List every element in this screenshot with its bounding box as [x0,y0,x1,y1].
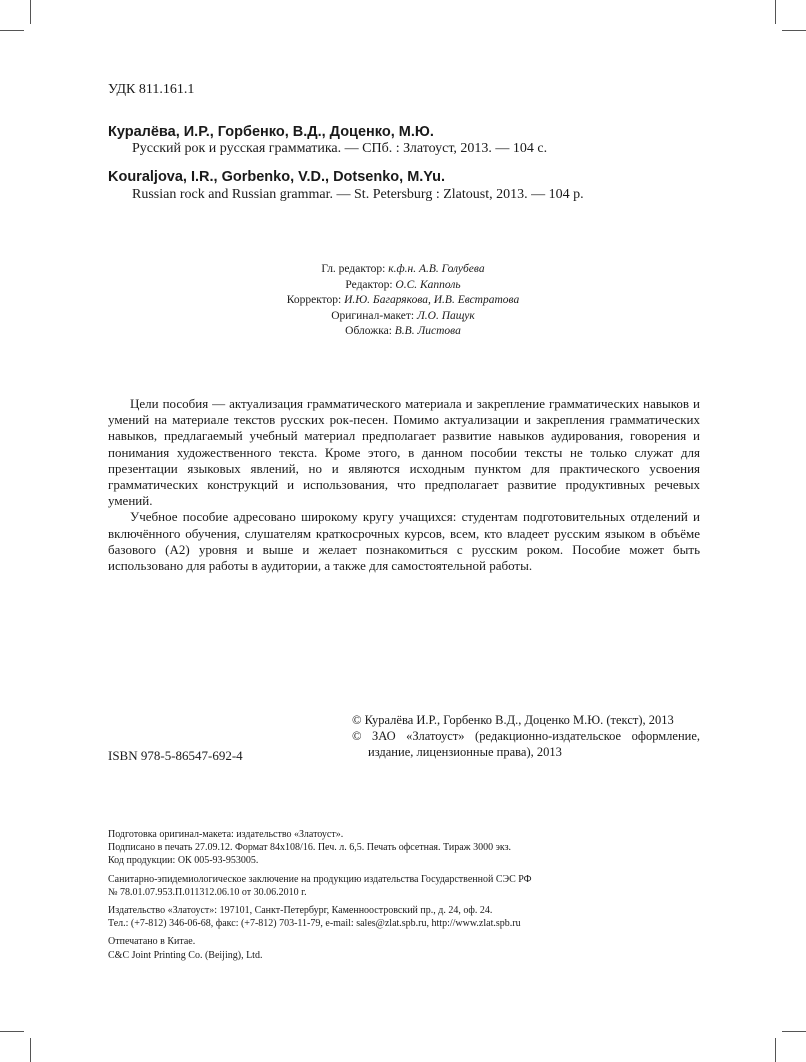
imprint-group [108,904,708,930]
copyright-block [352,712,700,760]
crop-mark-top-left [30,0,31,24]
credit-line: Обложка: В.В. Листова [345,325,461,337]
imprint-line: Издательство «Златоуст»: 197101, Санкт-Петербург, Каменноостровский пр., д. 24, оф. 24. [108,905,493,917]
abstract [108,396,700,574]
isbn: ISBN 978-5-86547-692-4 [108,748,243,763]
imprint-group [108,873,708,899]
crop-mark-bottom-left [30,1038,31,1062]
credits-block [200,262,606,340]
imprint-line: Подписано в печать 27.09.12. Формат 84х108/16. Печ. л. 6,5. Печать офсетная. Тираж 3000 экз. [108,842,512,854]
credit-line: Редактор: О.С. Капполь [345,278,461,291]
credit-line: Оригинал-макет: Л.О. Пащук [331,309,475,322]
copyright-line: © Куралёва И.Р., Горбенко В.Д., Доценко М.Ю. (текст), 2013 [352,713,674,727]
authors-russian: Куралёва, И.Р., Горбенко, В.Д., Доценко, М.Ю. [108,124,434,140]
imprint-group [108,935,708,961]
credit-line: Корректор: И.Ю. Багарякова, И.В. Евстратова [286,294,520,306]
udk-code: УДК 811.161.1 [108,82,195,97]
imprint-line: Тел.: (+7-812) 346-06-68, факс: (+7-812) 703-11-79, e-mail: sales@zlat.spb.ru, http://www.zlat.spb.ru [108,918,521,930]
abstract-paragraph: Цели пособия — актуализация грамматического материала и закрепление грамматических навыков и умений на материале текстов русских рок-песен. Помимо актуализации и закрепления грамматических навыков, предлагаемый учебный материал предполагает развитие навыков аудирования, говорения и понимания художественного текста. Кроме этого, в данном пособии тексты не только служат для презентации языковых явлений, но и являются исходным пунктом для практического усвоения грамматических конструкций и использования, что предполагает развитие продуктивных речевых умений. [108,396,700,509]
crop-mark-right-bottom [782,1031,806,1032]
imprint-line: C&C Joint Printing Co. (Beijing), Ltd. [108,949,263,961]
imprint-line: № 78.01.07.953.П.011312.06.10 от 30.06.2010 г. [108,886,307,898]
authors-english: Kouraljova, I.R., Gorbenko, V.D., Dotsenko, M.Yu. [108,169,446,185]
imprint-line: Подготовка оригинал-макета: издательство «Златоуст». [108,829,344,840]
crop-mark-right-top [782,30,806,31]
imprint-line: Санитарно-эпидемиологическое заключение на продукцию издательства Государственной СЭС РФ [108,873,532,885]
imprint-line: Код продукции: ОК 005-93-953005. [108,855,259,867]
abstract-paragraph: Учебное пособие адресовано широкому кругу учащихся: студентам подготовительных отделений и включённого обучения, слушателям краткосрочных курсов, всем, кто владеет русским языком в объёме базового (А2) уровня и выше и желает познакомиться с русским роком. Пособие может быть использовано для работы в аудитории, а также для самостоятельной работы. [108,509,700,574]
crop-mark-top-right [775,0,776,24]
imprint-block [108,828,708,967]
imprint-line: Отпечатано в Китае. [108,936,196,948]
reference-english: Russian rock and Russian grammar. — St. Petersburg : Zlatoust, 2013. — 104 p. [132,187,584,202]
imprint-group [108,828,708,868]
crop-mark-bottom-right [775,1038,776,1062]
credit-line: Гл. редактор: к.ф.н. А.В. Голубева [321,263,485,275]
crop-mark-left-bottom [0,1031,24,1032]
reference-russian: Русский рок и русская грамматика. — СПб. : Златоуст, 2013. — 104 с. [132,141,548,156]
crop-mark-left-top [0,30,24,31]
copyright-line: © ЗАО «Златоуст» (редакционно-издательское оформление, издание, лицензионные права), 2013 [352,729,700,759]
